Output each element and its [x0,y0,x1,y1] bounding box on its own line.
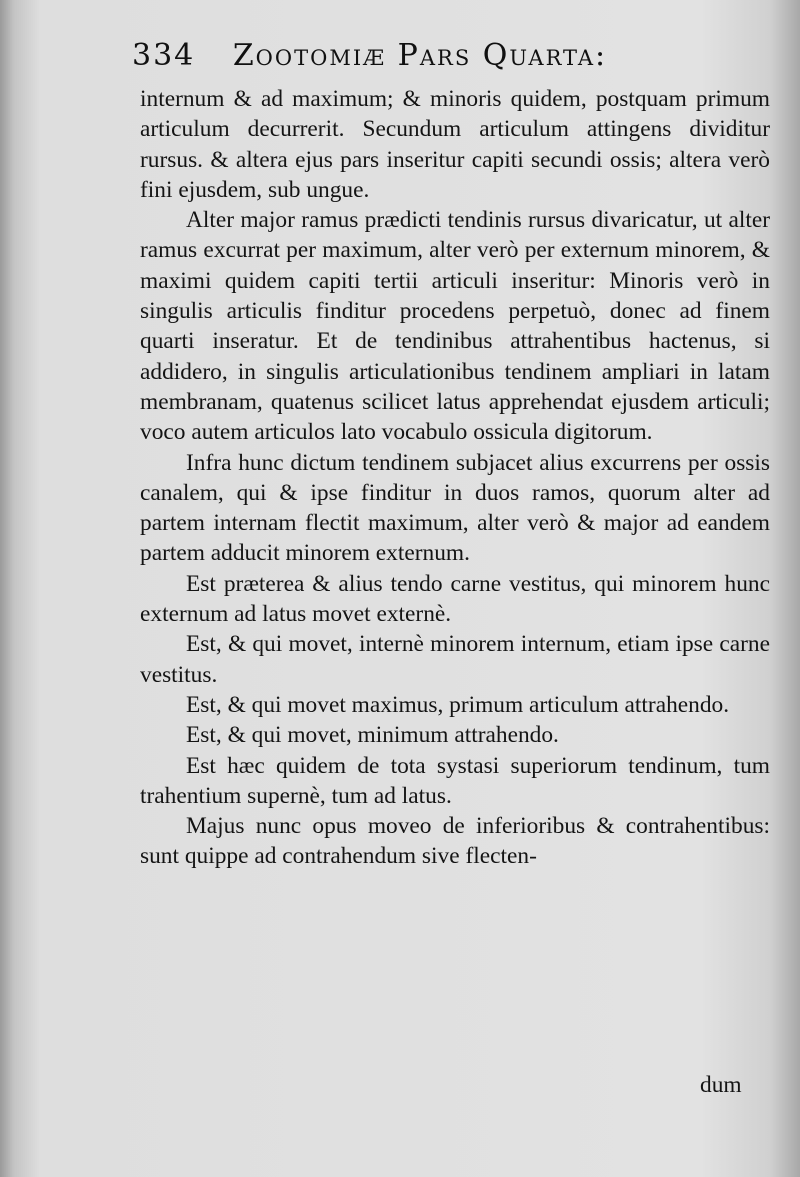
running-header [132,38,772,73]
paragraph: Majus nunc opus moveo de inferioribus & contrahentibus: sunt quippe ad contrahendum sive flecten- [140,813,770,870]
catchword: dum [700,1072,742,1098]
paragraph: Est, & qui movet, minimum attrahendo. [186,722,559,749]
page-number: 334 [132,38,196,73]
main-text-block [140,84,770,872]
paragraph: Est præterea & alius tendo carne vestitus, qui minorem hunc externum ad latus movet externè. [140,570,770,628]
paragraph: Est, & qui movet, internè minorem internum, etiam ipse carne vestitus. [140,631,770,688]
paragraph: Infra hunc dictum tendinem subjacet alius excurrens per ossis canalem, qui & ipse finditur in duos ramos, quorum alter ad partem internam flectit maximum, alter verò & major ad eandem partem adducit minorem externum. [140,449,770,567]
paragraph: Alter major ramus prædicti tendinis rursus divaricatur, ut alter ramus excurrat per maximum, alter verò per externum minorem, & maximi quidem capiti tertii articuli inseritur: Minoris verò in singulis articulis finditur procedens perpetuò, donec ad finem quarti inseratur. Et de tendinibus attrahentibus hactenus, si addidero, in singulis articulationibus tendinem ampliari in latam membranam, quatenus scilicet latus apprehendat ejusdem articuli; voco autem articulos lato vocabulo ossicula digitorum. [140,207,770,446]
paragraph: Est hæc quidem de tota systasi superiorum tendinum, tum trahentium supernè, tum ad latus. [140,752,770,809]
paragraph: internum & ad maximum; & minoris quidem, postquam primum articulum decurrerit. Secundum articulum attingens dividitur rursus. & altera ejus pars inseritur capiti secundi ossis; altera verò fini ejusdem, sub ungue. [140,86,770,203]
running-title: Zootomiæ Pars Quarta: [232,38,608,73]
paragraph: Est, & qui movet maximus, primum articulum attrahendo. [186,691,730,718]
